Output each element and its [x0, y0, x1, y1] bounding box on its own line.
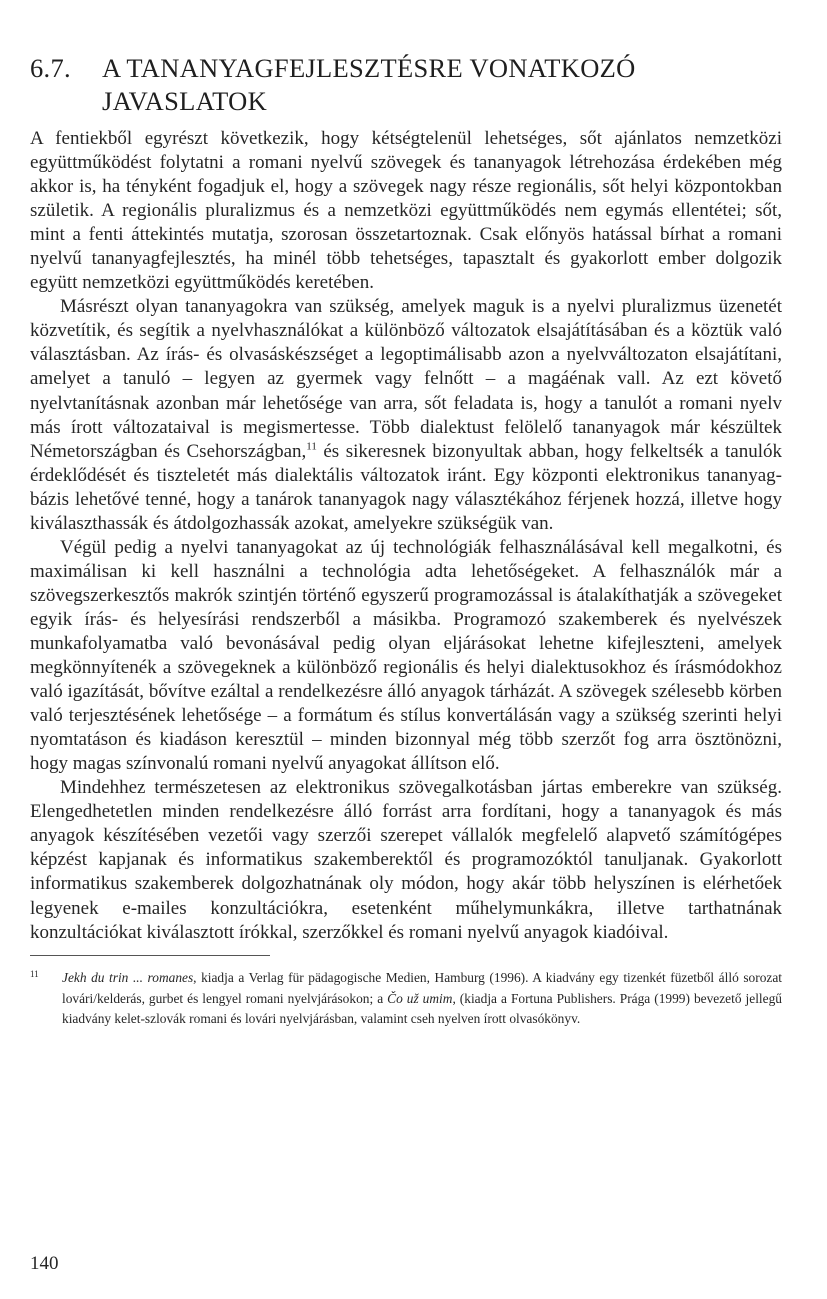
section-heading: [30, 52, 790, 118]
footnote-text-1: , kiadja a Verlag für pädagogische Medien, Hamburg (1996). A kiadvány egy tizenkét füzetből álló sorozat lovári/kelderás, gurbet és lengyel romani nyelvjárásokon; a: [62, 970, 782, 1006]
footnote-title-2: Čo už umim: [387, 990, 453, 1006]
footnote-text-2: , (kiadja a Fortuna Publishers. Prága (1999) bevezető jellegű kiadvány kelet-szlovák romani és lovári nyelvjárásban, valamint cseh nyelven írott olvasókönyv.: [62, 990, 782, 1026]
paragraph-2: [30, 295, 782, 535]
paragraph-4: Mindehhez természetesen az elektronikus szövegalkotásban jártas emberekre van szükség. Elengedhetetlen minden rendelkezésre álló forrást arra fordítani, hogy a tananyagok és más anyagok készítésében vezetői vagy szerzői szerepet vállalók megfelelő alapvető számítógépes képzést kapjanak és informatikus szakemberektől és programozóktól tanuljanak. Gyakorlott informatikus szakemberek dolgozhatnának oly módon, hogy akár több helyszínen is elérhetőek legyenek e-mailes konzultációkra, esetenként műhelymunkákra, illetve tarthatnának konzultációkat kiválasztott írókkal, szerzőkkel és romani nyelvű anyagok kiadóival.: [30, 777, 782, 943]
footnote-reference: 11: [306, 440, 317, 453]
paragraph-1: A fentiekből egyrészt következik, hogy kétségtelenül lehetséges, sőt ajánlatos nemzetközi együttműködést folytatni a romani nyelvű szövegek és tananyagok létrehozása érdekében még akkor is, ha tényként fogadjuk el, hogy a szövegek nagy része regionális, sőt helyi központokban születik. A regionális pluralizmus és a nemzetközi együttműködés nem egymás ellentétei; sőt, mint a fenti áttekintés mutatja, szorosan összetartoznak. Csak előnyös hatással bírhat a romani nyelvű tananyagfejlesztés, ha minél több tehetséges, tapasztalt és gyakorlott ember dolgozik együtt nemzetközi együttműködés keretében.: [30, 128, 782, 294]
footnote-divider: [30, 955, 270, 956]
page-number: 140: [30, 1253, 59, 1274]
section-title-line1: A TANANYAGFEJLESZTÉSRE VONATKOZÓ: [102, 53, 636, 83]
section-title-line2: JAVASLATOK: [102, 86, 268, 116]
section-number: 6.7.: [30, 53, 71, 83]
footnote-text: 11 Jekh du trin ... romanes, kiadja a Verlag für pädagogische Medien, Hamburg (1996). A kiadvány egy tizenkét füzetből álló sorozat lovári/kelderás, gurbet és lengyel romani nyelvjárásokon; a Čo už umim, (kiadja a Fortuna Publishers. Prága (1999) bevezető jellegű kiadvány kelet-szlovák romani és lovári nyelvjárásban, valamint cseh nyelven írott olvasókönyv.: [30, 968, 782, 1026]
body-text: [30, 127, 782, 945]
paragraph-2-part-1: Másrészt olyan tananyagokra van szükség, amelyek maguk is a nyelvi pluralizmus üzenetét közvetítik, és segítik a nyelvhasználókat a különböző változatok elsajátításában és a köztük való választásban. Az írás- és olvasáskészséget a legoptimálisabb azon a nyelvváltozaton elsajátítani, amelyet a tanuló – legyen az gyermek vagy felnőtt – a magáénak vall. Az ezt követő nyelvtanításnak azonban már lehetősége van arra, sőt feladata is, hogy a tanulót a romani nyelv más írott változataival is megismertesse. Több dialektust felölelő tananyagok már készültek Németországban és Csehországban,: [30, 296, 782, 462]
footnote-title-1: Jekh du trin ... romanes: [62, 970, 194, 985]
paragraph-2-part-2: és sikeresnek bizonyultak abban, hogy felkeltsék a tanulók érdeklődését és tiszteletét más dialektális változatok iránt. Egy központi elektronikus tananyag-bázis lehetővé tenné, hogy a tanárok tananyagok nagy választékához férjenek hozzá, illetve hogy kiválaszthassák és átdolgozhassák azokat, amelyekre szükségük van.: [30, 440, 783, 534]
paragraph-3: Végül pedig a nyelvi tananyagokat az új technológiák felhasználásával kell megalkotni, és maximálisan ki kell használni a technológia adta lehetőségeket. A felhasználók már a szövegszerkesztős makrók szintjén történő egyszerű programozással is átalakíthatják a szövegeket egyik írás- és helyesírási rendszerből a másikba. Programozó szakemberek és nyelvészek munkafolyamatba való bevonásával pedig olyan eljárásokat lehetne kifejleszteni, amelyek megkönnyítenék a szövegeknek a különböző regionális és helyi dialektusokhoz és írásmódokhoz való igazítását, bővítve ezáltal a rendelkezésre álló anyagok tárházát. A szövegek szélesebb körben való terjesztésének lehetősége – a formátum és stílus konvertálásán vagy a szükség szerinti helyi nyomtatáson és kiadáson keresztül – minden bizonnyal még több szerzőt fog arra ösztönözni, hogy magas színvonalú romani nyelvű anyagokat állítson elő.: [30, 536, 782, 775]
footnote: [30, 968, 782, 1030]
